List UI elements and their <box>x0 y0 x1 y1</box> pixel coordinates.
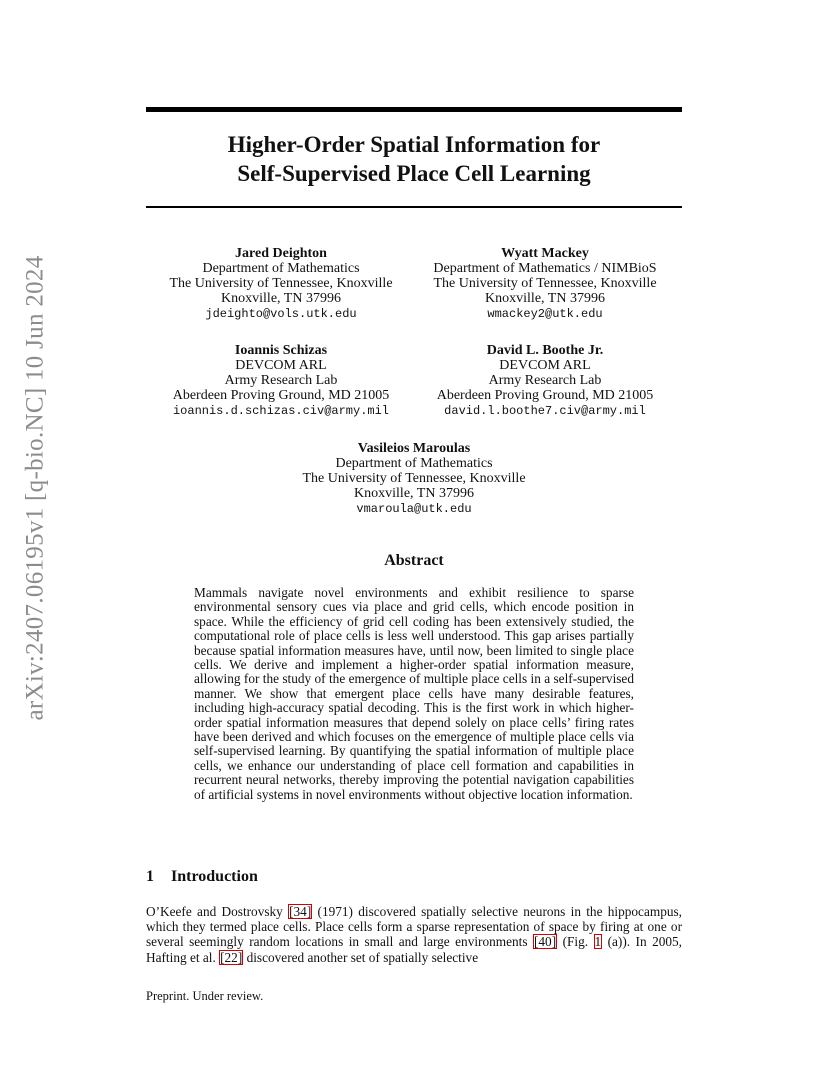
author-affiliation: The University of Tennessee, Knoxville <box>169 276 393 291</box>
author-affiliation: The University of Tennessee, Knoxville <box>433 276 657 291</box>
author-email: jdeighto@vols.utk.edu <box>205 307 357 321</box>
author-block-3 <box>150 343 412 419</box>
section-number: 1 <box>146 868 154 885</box>
author-address: Knoxville, TN 37996 <box>485 291 605 306</box>
abstract-heading: Abstract <box>384 552 444 569</box>
intro-text: (a)). In 2005, Hafting et al. <box>146 934 682 965</box>
author-affiliation: Department of Mathematics <box>202 261 360 276</box>
author-email: wmackey2@utk.edu <box>487 307 603 321</box>
author-address: Knoxville, TN 37996 <box>221 291 341 306</box>
section-title: Introduction <box>171 868 258 885</box>
author-address: Knoxville, TN 37996 <box>354 486 474 501</box>
arxiv-identifier-text: arXiv:2407.06195v1 [q-bio.NC] 10 Jun 2024 <box>22 254 50 721</box>
author-block-4 <box>414 343 676 419</box>
author-block-1 <box>150 246 412 322</box>
author-address: Aberdeen Proving Ground, MD 21005 <box>436 388 654 403</box>
author-affiliation: The University of Tennessee, Knoxville <box>302 471 526 486</box>
author-block-2 <box>414 246 676 322</box>
author-name: Jared Deighton <box>235 246 327 261</box>
author-name: David L. Boothe Jr. <box>486 343 604 358</box>
citation-link[interactable]: [34] <box>289 904 312 919</box>
introduction-paragraph <box>146 904 682 965</box>
intro-text: (Fig. <box>557 934 594 950</box>
title-top-rule <box>146 107 682 112</box>
abstract-text: Mammals navigate novel environments and exhibit resilience to sparse environmental sensory cues via place and grid cells, which encode position in space. While the efficiency of grid cell coding has been extensively studied, the computational role of place cells is less well understood. This gap arises partially because spatial information measures have, until now, been limited to single place cells. We derive and implement a higher-order spatial information measure, allowing for the study of the emergence of multiple place cells in a self-supervised manner. We show that emergent place cells have many desirable features, including high-accuracy spatial decoding. This is the first work in which higher-order spatial information measures that depend solely on place cells’ firing rates have been derived and which focuses on the emergence of multiple place cells via self-supervised learning. By quantifying the spatial information of multiple place cells, we enhance our understanding of place cell formation and capabilities in recurrent neural networks, thereby improving the potential navigation capabilities of artificial systems in novel environments without objective location information. <box>194 585 634 802</box>
author-block-5 <box>283 441 545 517</box>
author-affiliation: DEVCOM ARL <box>499 358 591 373</box>
author-address: Aberdeen Proving Ground, MD 21005 <box>172 388 390 403</box>
title-bottom-rule <box>146 206 682 208</box>
paper-title-line-2: Self-Supervised Place Cell Learning <box>237 161 591 186</box>
author-affiliation: DEVCOM ARL <box>235 358 327 373</box>
citation-link[interactable]: [22] <box>220 949 243 965</box>
author-affiliation: Department of Mathematics <box>335 456 493 471</box>
author-email: ioannis.d.schizas.civ@army.mil <box>172 404 390 418</box>
intro-text: O’Keefe and Dostrovsky <box>146 904 289 919</box>
arxiv-identifier-stamp <box>16 254 56 721</box>
author-name: Vasileios Maroulas <box>357 441 471 456</box>
paper-title <box>146 130 682 188</box>
intro-text: (1971) discovered spatially selective neurons in the hippocampus, which they termed place cells. Place cells form a sparse representation of space by firing at one or several seemingly random locations in small and large environments <box>146 904 682 950</box>
author-affiliation: Army Research Lab <box>224 373 338 388</box>
paper-title-line-1: Higher-Order Spatial Information for <box>227 132 601 157</box>
section-heading-introduction <box>146 868 258 886</box>
author-name: Wyatt Mackey <box>501 246 589 261</box>
author-name: Ioannis Schizas <box>234 343 328 358</box>
author-affiliation: Department of Mathematics / NIMBioS <box>433 261 657 276</box>
figure-reference-link[interactable]: 1 <box>594 934 602 950</box>
citation-link[interactable]: [40] <box>533 934 557 950</box>
author-email: vmaroula@utk.edu <box>356 502 472 516</box>
intro-text: discovered another set of spatially selective <box>243 949 479 965</box>
author-email: david.l.boothe7.civ@army.mil <box>444 404 646 418</box>
preprint-footer-note: Preprint. Under review. <box>146 989 264 1003</box>
author-affiliation: Army Research Lab <box>488 373 602 388</box>
